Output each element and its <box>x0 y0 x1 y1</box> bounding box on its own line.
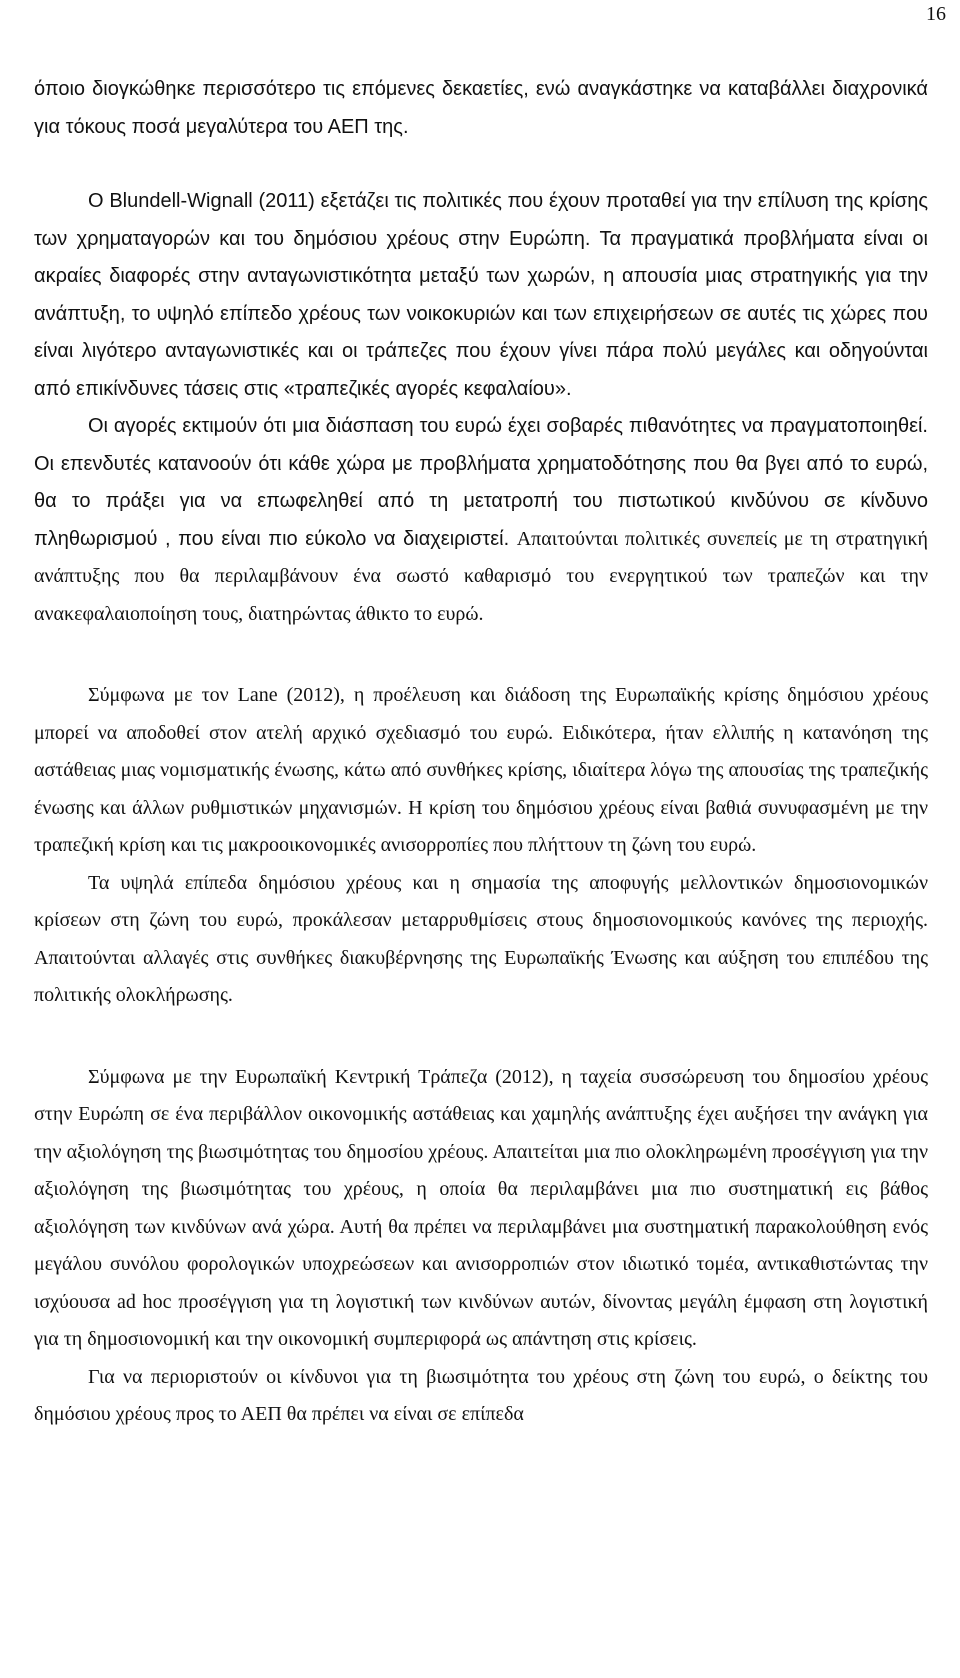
document-body <box>34 71 928 1434</box>
paragraph-debt-ratio <box>34 1359 928 1434</box>
text-run: Σύμφωνα με την Ευρωπαϊκή Κεντρική Τράπεζα (2012), η ταχεία συσσώρευση του δημοσίου χρέους στην Ευρώπη σε ένα περιβάλλον οικονομικής αστάθειας και χαμηλής ανάπτυξης έχει αυξήσει την ανάγκη για την αξιολόγηση της βιωσιμότητας του δημοσίου χρέους. Απαιτείται μια πιο ολοκληρωμένη προσέγγιση για την αξιολόγηση της βιωσιμότητας του χρέους, η οποία θα περιλαμβάνει μια πιο συστηματική εις βάθος αξιολόγηση των κινδύνων ανά χώρα. Αυτή θα πρέπει να περιλαμβάνει μια συστηματική παρακολούθηση ενός μεγάλου συνόλου φορολογικών υποχρεώσεων και ανισορροπιών στον ιδιωτικό τομέα, αντικαθιστώντας την ισχύουσα ad hoc προσέγγιση για τη λογιστική των κινδύνων αυτών, δίνοντας μεγάλη έμφαση στη λογιστική για τη δημοσιονομική και την οικονομική συμπεριφορά ως απάντηση στις κρίσεις. <box>34 1065 928 1350</box>
paragraph-continuation <box>34 71 928 146</box>
text-run: Οι επενδυτές κατανοούν ότι κάθε χώρα με προβλήματα χρηματοδότησης που θα βγει από το ευρώ, θα το πράξει για να επωφεληθεί από τη μετατροπή του πιστωτικού κινδύνου σε κίνδυνο πληθωρισμού , που είναι πιο εύκολο να διαχειριστεί. <box>34 452 928 550</box>
paragraph-blundell-wignall <box>34 183 928 408</box>
text-run: Οι αγορές εκτιμούν ότι μια διάσπαση του ευρώ έχει σοβαρές πιθανότητες να πραγματοποιηθεί. <box>88 415 928 437</box>
paragraph-lane <box>34 677 928 865</box>
text-run: όποιο διογκώθηκε περισσότερο τις επόμενες δεκαετίες, ενώ αναγκάστηκε να καταβάλλει διαχρονικά για τόκους ποσά μεγαλύτερα του ΑΕΠ της. <box>34 78 928 138</box>
paragraph-markets <box>34 408 928 633</box>
text-run: Τα υψηλά επίπεδα δημόσιου χρέους και η σημασία της αποφυγής μελλοντικών δημοσιονομικών κρίσεων στη ζώνη του ευρώ, προκάλεσαν μεταρρυθμίσεις στους δημοσιονομικούς κανόνες της περιοχής. Απαιτούνται αλλαγές στις συνθήκες διακυβέρνησης της Ευρωπαϊκής Ένωσης και αύξηση του επιπέδου της πολιτικής ολοκλήρωσης. <box>34 871 928 1006</box>
text-run: Ο Blundell-Wignall (2011) εξετάζει τις πολιτικές που έχουν προταθεί για την επίλυση της κρίσης των χρηματαγορών και του δημόσιου χρέους στην Ευρώπη. Τα πραγματικά προβλήματα είναι οι ακραίες διαφορές στην ανταγωνιστικότητα μεταξύ των χωρών, η απουσία μιας στρατηγικής για την ανάπτυξη, το υψηλό επίπεδο χρέους των νοικοκυριών και των επιχειρήσεων σε αυτές τις χώρες που είναι λιγότερο ανταγωνιστικές και οι τράπεζες που έχουν γίνει πάρα πολύ μεγάλες και οδηγούνται από επικίνδυνες τάσεις στις «τραπεζικές αγορές κεφαλαίου». <box>34 190 928 400</box>
paragraph-ecb <box>34 1059 928 1359</box>
paragraph-high-debt <box>34 865 928 1015</box>
page-number: 16 <box>926 3 946 25</box>
text-run: Σύμφωνα με τον Lane (2012), η προέλευση και διάδοση της Ευρωπαϊκής κρίσης δημόσιου χρέους μπορεί να αποδοθεί στον ατελή αρχικό σχεδιασμό του ευρώ. Ειδικότερα, ήταν ελλιπής η κατανόηση της αστάθειας μιας νομισματικής ένωσης, κάτω από συνθήκες κρίσης, ιδιαίτερα λόγω της απουσίας της τραπεζικής ένωσης και άλλων ρυθμιστικών μηχανισμών. Η κρίση του δημόσιου χρέους είναι βαθιά συνυφασμένη με την τραπεζική κρίση και τις μακροοικονομικές ανισορροπίες που πλήττουν τη ζώνη του ευρώ. <box>34 684 928 856</box>
text-run: Απαιτούνται πολιτικές συνεπείς με τη στρατηγική ανάπτυξης που θα περιλαμβάνουν ένα σωστό καθαρισμό του ενεργητικού των τραπεζών και την ανακεφαλαιοποίηση τους, διατηρώντας άθικτο το ευρώ. <box>34 527 929 625</box>
text-run: Για να περιοριστούν οι κίνδυνοι για τη βιωσιμότητα του χρέους στη ζώνη του ευρώ, ο δείκτης του δημόσιου χρέους προς το ΑΕΠ θα πρέπει να είναι σε επίπεδα <box>34 1365 928 1425</box>
